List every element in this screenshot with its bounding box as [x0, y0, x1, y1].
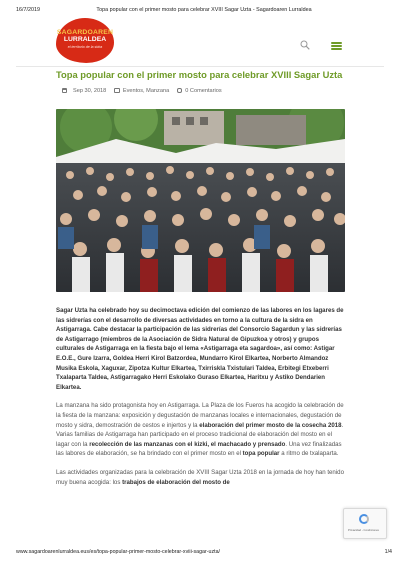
recaptcha-label: Privacidad - Condiciones: [348, 528, 379, 532]
paragraph-2-bold-1: elaboración del primer mosto de la cosecha 2018: [199, 421, 342, 429]
article-comments-link[interactable]: 0 Comentarios: [185, 88, 222, 94]
print-date: 16/7/2019: [16, 7, 40, 13]
paragraph-3-bold-1: trabajos de elaboración del mosto de: [122, 478, 230, 486]
article-date: Sep 30, 2018: [73, 88, 107, 94]
article-paragraph-3: [56, 468, 345, 487]
site-logo[interactable]: [56, 18, 114, 63]
article-meta: [62, 88, 222, 98]
article-title: Topa popular con el primer mosto para celebrar XVIII Sagar Uzta: [56, 69, 343, 80]
paragraph-2-bold-2: recolección de las manzanas con el kizki, el machacado y prensado: [89, 440, 286, 448]
comment-icon: [177, 88, 183, 93]
paragraph-1-groups: Astigar E.O.E., Gure Izarra, Goldea Herri Kirol Batzordea, Mundarro Kirol Elkartea, Norberto Almandoz Musika Eskola, Xaguxar, Zipotza Kultur Elkartea, Txirriskla Txistulari Taldea, Erbitegi Etxeberri Txalaparta Taldea, Astigarragako Herri Eskolako Guraso Elkartea, Haritxu y Astiko Dendarien Elkartea.: [56, 345, 335, 391]
paragraph-2-text-2: . Varias familias de Astigarraga han participado en el proceso tradicional de elaboración del mosto en el lagar con la: [56, 421, 344, 448]
logo-line-1: SAGARDOAREN: [56, 29, 114, 36]
hamburger-menu-icon[interactable]: [331, 42, 342, 50]
logo-tagline: el territorio de la sidra: [67, 45, 103, 49]
article-paragraph-2: [56, 401, 345, 459]
search-icon[interactable]: [300, 40, 310, 50]
print-doc-title: Topa popular con el primer mosto para celebrar XVIII Sagar Uzta - Sagardoaren Lurraldea: [96, 7, 312, 13]
print-url: www.sagardoarenlurraldea.eus/es/topa-popular-primer-mosto-celebrar-xviii-sagar-uzta/: [16, 549, 221, 555]
paragraph-3-text-1: Las actividades organizadas para la celebración de XVIII Sagar Uzta 2018 en la jornada de hoy han tenido muy buena acogida: los: [56, 468, 344, 486]
logo-line-2: LURRALDEA: [63, 36, 107, 43]
article-paragraph-1: [56, 306, 345, 392]
header-divider: [16, 66, 384, 67]
paragraph-2-text-4: a ritmo de txalaparta.: [279, 450, 339, 458]
folder-icon: [114, 88, 120, 93]
paragraph-2-text-1: La manzana ha sido protagonista hoy en Astigarraga. La Plaza de los Fueros ha acogido la celebración de la fiesta de la manzana: exposición y degustación de manzanas locales e internacionales, degustación de mosto y sidra, demostración de cestos e injertos y la: [56, 402, 344, 429]
print-footer: [16, 549, 392, 555]
article-categories-link[interactable]: Eventos, Manzana: [122, 88, 170, 94]
paragraph-2-bold-3: topa popular: [242, 450, 280, 458]
calendar-icon: [62, 88, 67, 93]
article-body: [56, 306, 345, 496]
print-page-number: 1/4: [384, 549, 392, 555]
site-header: [0, 18, 400, 64]
recaptcha-badge[interactable]: [343, 508, 387, 539]
print-header: [16, 7, 392, 17]
paragraph-1-bold-intro: Sagar Uzta ha celebrado hoy su decimoctava edición del comienzo de las labores en los lagares de las sidrerías con el desarrollo de diversas actividades en torno a la cultura de la sidra en Astigarraga. Cabe destacar la participación de las sidrerías del Consorcio Sagardun y las sidrerías de Astigarrago (miembros de la Asociación de Sidra Natural de Gipuzkoa y otros) y grupos culturales de Astigarraga en la fiesta bajo el lema «Astigarraga eta sagardoa», así como:: [56, 307, 344, 353]
paragraph-2-text-3: . Una vez finalizadas las labores de elaboración, se ha brindado con el primer mosto en el: [56, 440, 342, 458]
hero-crowd-photo: [56, 109, 345, 292]
recaptcha-icon: [359, 514, 369, 524]
